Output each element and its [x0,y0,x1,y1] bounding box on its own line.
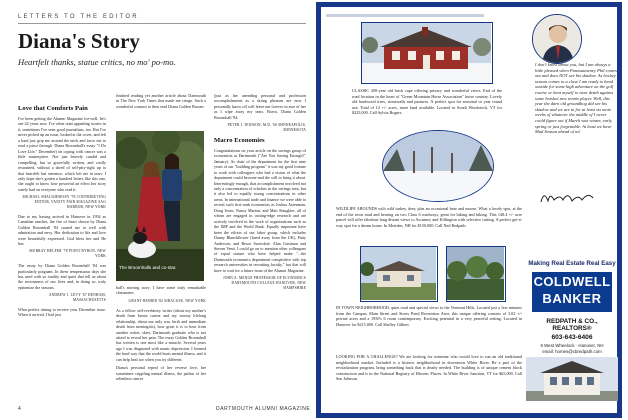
section-label: LETTERS TO THE EDITOR [18,14,139,20]
letter-heading: Macro Economies [214,136,265,144]
couple-with-dog-illustration [116,131,204,281]
broomhall-photo [116,131,204,281]
letters-column-3 [214,93,306,295]
logo-line-1: COLDWELL [533,274,611,289]
right-page-advertisement [316,2,622,418]
firm-address: 6 West Wheelock · Hanover, NH [540,342,604,348]
letter-signature: PETER J. DODSON, M.D. '66 MINNEAPOLIS, MINNESOTA [227,123,306,133]
letters-column-2 [116,93,206,112]
photo-caption: The Broomhalls and co-star. [119,265,177,271]
listing-challenge: LOOKING FOR A CHALLENGE? We are looking for someone who would love to run an old traditional neighborhood market. Included is a historic neighborhood in downtown White River. Be a part of the revitalization program, bring something back that is dearly needed. The building is of unique cement block construction and is in the National Registry of Historic Places. In White River Junction, VT for $65,000. Call Sue Johnson. [336,354,522,381]
letter-body: Due to my having arrived in Hanover in 1954 as Canadian rancher, the fire of heart shown by Diana Golden Broomhall '84 caused me to well with admiration and envy. Her dedication to life and love were beautifully expressed. God bless her and He has. [18,213,106,246]
brick-house-illustration [362,23,491,82]
handwritten-signature [538,188,596,206]
agent-portrait-illustration [533,15,582,64]
letter-body: Diana's personal repeal of her reverse love, her sometimes crippling mental illness, the pathos of her relentless cancer [116,365,206,382]
pond-photo [446,246,506,302]
winter-field-photo [382,130,494,202]
ad-tagline: Making Real Estate Real Easy [528,260,616,267]
snowy-field-illustration [383,131,494,202]
letter-body: (just as her unending personal and profession accomplishments as a skiing phenom are now I personally know of) will leave me forever in awe of her as I wipe away my tears. Bravo, Diana Golden Broomhall '84. [214,93,306,120]
contemporary-house-illustration [361,247,436,300]
letter-body: I've been getting the Alumni Magazine for-well, let's see-22 years now. I've often read appealing stories in it, sometimes I've seen good journalism, too. But I've never picked up an issue, looked at the cover, and felt a hard just grip me around the neck and force me to read a piece through. Diana Broomhall's essay "I Do Love Life," December) on coping with cancer was a little masterpiece. Not just bravely candid and compelling, but so gracefully written, and coolly restrained, without a shred of self-pity-right up to that heartfelt last sentence, which left me in tears. I only hope she's gotten a hundred letters like this one, she ought to know how powerful an effect her story surely had on everyone who read it. [18,116,106,192]
footer-title: DARTMOUTH ALUMNI MAGAZINE [216,406,311,412]
letter-signature: JOHN A. MENGE PROFESSOR OF ECONOMICS DARTMOUTH COLLEGE HANOVER, NEW HAMPSHIRE [223,276,306,290]
faded-header [326,14,484,17]
letter-body: finished reading yet another article about Dartmouth in The New York Times that made me cringe. Such a wonderful contrast to then read Diana Golden Broom- [116,93,206,109]
letters-column-1 [18,105,106,321]
brick-cape-photo [361,22,493,84]
letter-signature: ANDREW J. LEVY '67 DENHAM, MASSACHUSETTS [48,293,106,303]
page-title: Diana's Story [18,29,140,53]
firm-name: REDPATH & CO., REALTORS® [546,318,598,332]
logo-line-2: BANKER [542,291,602,306]
in-town-photo [360,246,438,302]
letters-column-2-lower [116,285,206,385]
letter-body: hall's moving story. I have some truly remarkable classmates. [116,285,206,296]
firm-email: email: homes@cbredpath.com [542,349,602,354]
listing-in-town: IN TOWN NEIGHBORHOOD, quiet road and special views to the Vermont Hills. Located just a few minutes from the Campus, Main Street and Storrs Pond Recreation Area, this unique offering consists of 3.02 +/- private acres and a 1950's 6 room contemporary. Exciting potential in a very peaceful setting. Located in Hanover for $215,000. Call Shelley Gilbert. [336,305,522,327]
page-subtitle: Heartfelt thanks, statue critics, no mo' po-mo. [18,57,176,67]
letter-body: Congratulations on your article on the savings group of economists at Dartmouth ("Are You Saving Enough?" January). As chair of the department for the first nine years of our "building program" it was my good fortune to work with colleagues who had a vision of what the department could become-and the will to bring it about. Interestingly enough, that accomplishment involved not only a concentration of scholars in the savings area, but it also led to equally strong concentrations in other areas. In international trade and finance we were able to recruit such first-rank economists as Joshua Aizenman, Doug Irwin, Nancy Marion, and Matt Slaughter, all of whom are engaged in cutting-edge research and are actively involved in the work of organizations such as the IMF and the World Bank. Equally important have been the efforts of our labor group, which includes Danny Blanchflower (lured away from the UK), Patty Anderson, and Bruce Sacerdote. Alan Gustman and Steven Venti. I could go on to mention other colleagues of equal stature who have helped make "...the Dartmouth economics department competitive with top research universities in recruiting faculty," but that will have to wait for a future issue of the Alumni Magazine. [214,147,306,273]
listing-wildlife: WILDLIFE ABOUNDS with wild turkey, deer, plus an occasional bear and moose. What a lovely spot, at the end of the town road and bearing on two Class 6 roadways, great for hiking and biking. This 148.4 +/- acre parcel will offer fabulous long distant views to Ascutney and Killington with selective cutting. A perfect get-a-way spot for a dream home. In Meriden, NH for $150,000. Call Ned Redpath. [336,206,522,228]
coldwell-banker-ad [526,258,618,410]
agent-portrait [532,14,582,64]
wooded-pond-illustration [447,247,504,300]
letter-heading: Love that Comforts Pain [18,105,88,112]
coldwell-banker-logo [532,272,612,312]
listing-brick-cape: CLASSIC 200-year old brick cape offering privacy and wonderful views. End of the road location in the heart of "Green Mountain Horse Association" horse country. Lovely old hardwood trees, stonewalls and pastures. A perfect spot for seasonal or year round use. Total of 12 +/- acres, more land available. Located in South Woodstock, VT for $225,000. Call Sylvia Rogers. [352,88,502,115]
office-building-illustration [526,357,618,401]
agent-quote: I don't know about you, but I am always a little pleased when Punxsutawney Phil comes out and does NOT see his shadow. As hockey season comes to a close I am ready to head outside for some high adventure on the golf course or beat myself to near death against some hotshot new tennis player. Well, this year the darn old groundhog did see his shadow and we are in for at least six more weeks of whatever the middle of I never could figure out if March was winter, early spring or just forgettable. At least we have Mud Season ahead of us! [535,62,617,135]
header-rule [18,23,306,24]
page-number: 4 [18,406,21,412]
firm-phone: 603-643-6406 [551,334,593,341]
letter-signature: MURRAY HELFER '78 POINT BYRON, NEW YORK [29,249,106,259]
letter-body: The essay by Diana Golden Broomhall '84 was particularly poignant. In these tempestuous days she has used with so totality and quiet that tell us about the seriousness of our lives and, in doing so, truly epitomize the seasons. [18,263,106,290]
letter-signature: MICHAEL SHAUGHNESSY '78 CONTRIBUTING EDITOR, VANITY FAIR MAGAZINE SAG HARBOR, NEW YORK [22,195,106,209]
letter-signature: GRANT REIHER '82 SIRACUSE, NEW YORK [128,298,206,303]
letter-body: As a fellow self-revelatory writer (about my mother's death from breast cancer and my stormy lifelong relationship, about our only war, birth and immediate death from meningitis), how great it is to hear from another writer, skier, Dartmouth graduate who is not afraid to reveal her pain. The essay Golden Broomhall has written is one most like a miracle. Several years ago I was diagnosed with manic depression. I learned the hard way that the world hurts mental illness, and it can help heal too when you try different. [116,307,206,362]
letter-body: What perfect timing to receive your December issue. When it arrived, I had just [18,306,106,318]
signature [538,188,596,206]
